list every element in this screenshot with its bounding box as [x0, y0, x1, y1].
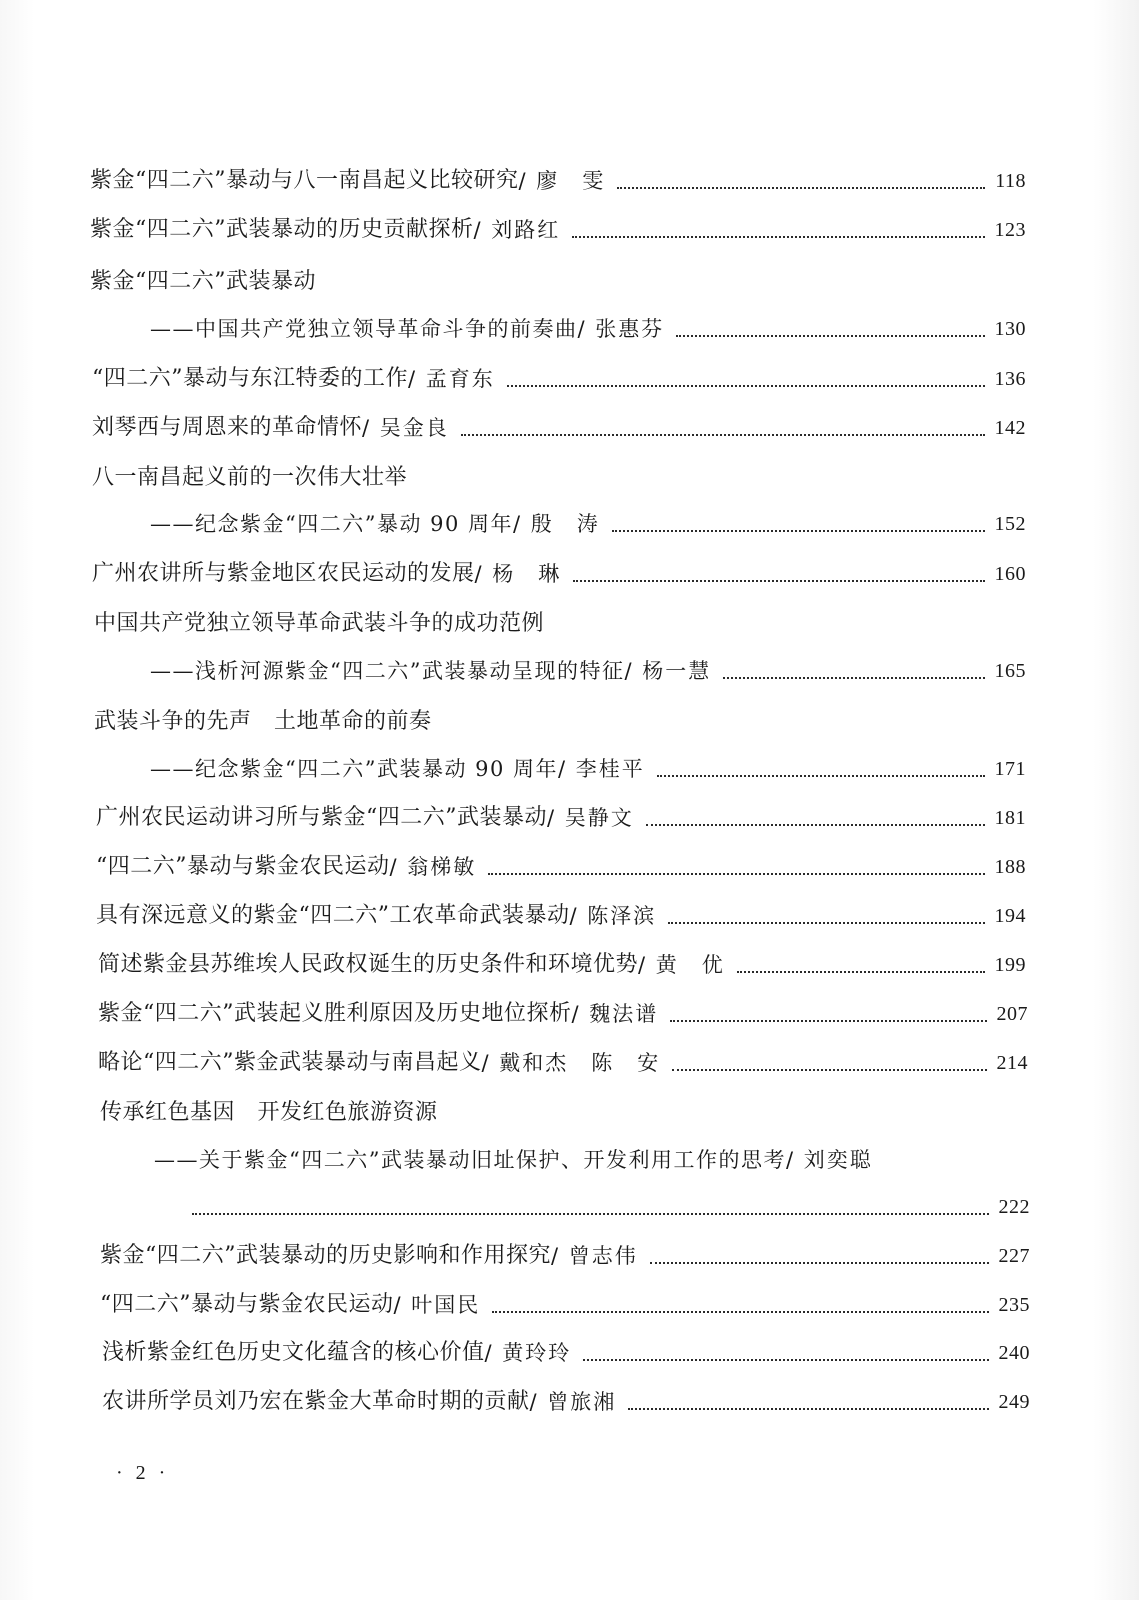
entry-title: 广州农民运动讲习所与紫金“四二六”武装暴动 [96, 805, 547, 830]
entry-page: 222 [998, 1196, 1030, 1218]
dot-leader [583, 1359, 988, 1361]
entry-author: / 叶国民 [393, 1293, 481, 1317]
toc-entry[interactable] [96, 900, 1026, 932]
entry-page: 136 [994, 368, 1026, 390]
toc-entry[interactable] [102, 1386, 1030, 1418]
dot-leader [650, 1262, 989, 1264]
toc-entry[interactable] [94, 706, 1026, 738]
toc-entry[interactable] [90, 165, 1026, 197]
toc-entry[interactable] [92, 558, 1026, 590]
dot-leader [617, 187, 985, 189]
entry-title: 略论“四二六”紫金武装暴动与南昌起义 [98, 1050, 482, 1075]
toc-subentry[interactable] [154, 1144, 1028, 1176]
toc-entry[interactable] [92, 363, 1026, 395]
entry-author: / 孟育东 [408, 367, 495, 391]
entry-author: / 刘路红 [473, 218, 561, 242]
entry-page: 249 [998, 1391, 1030, 1413]
dot-leader [492, 1311, 988, 1313]
entry-page: 160 [994, 563, 1026, 585]
entry-author: / 张惠芬 [577, 317, 665, 341]
toc-entry[interactable] [90, 266, 1026, 298]
entry-page: 181 [994, 807, 1026, 829]
entry-page: 142 [994, 417, 1026, 439]
entry-subtitle: ——浅析河源紫金“四二六”武装暴动呈现的特征 [150, 659, 625, 683]
dot-leader [737, 971, 985, 973]
entry-page: 214 [996, 1052, 1028, 1074]
toc-entry[interactable] [96, 851, 1026, 883]
dot-leader [612, 530, 985, 532]
dot-leader [628, 1408, 988, 1410]
entry-title: 紫金“四二六”武装暴动 [90, 269, 316, 294]
toc-entry[interactable] [98, 1047, 1028, 1079]
entry-page: 123 [994, 219, 1026, 241]
dot-leader [668, 922, 984, 924]
toc-entry[interactable] [92, 462, 1026, 494]
entry-author: / 殷 涛 [513, 512, 600, 536]
toc-entry[interactable] [90, 214, 1026, 246]
toc-entry[interactable] [94, 608, 1026, 640]
entry-author: / 廖 雯 [518, 169, 606, 193]
entry-page: 165 [994, 660, 1026, 682]
toc-continuation[interactable] [192, 1191, 1030, 1223]
entry-page: 171 [994, 758, 1026, 780]
toc-entry[interactable] [92, 412, 1026, 444]
dot-leader [676, 335, 984, 337]
entry-title: 浅析紫金红色历史文化蕴含的核心价值 [102, 1340, 485, 1365]
entry-title: 紫金“四二六”武装暴动的历史贡献探析 [90, 217, 474, 242]
dot-leader [646, 824, 985, 826]
entry-title: 传承红色基因 开发红色旅游资源 [100, 1100, 438, 1125]
entry-title: 具有深远意义的紫金“四二六”工农革命武装暴动 [96, 903, 570, 928]
entry-page: 194 [994, 905, 1026, 927]
entry-author: / 戴和杰 陈 安 [481, 1051, 661, 1075]
toc-entry[interactable] [98, 998, 1028, 1030]
entry-author: / 曾旅湘 [529, 1390, 617, 1414]
dot-leader [672, 1069, 986, 1071]
entry-author: / 曾志伟 [551, 1244, 638, 1268]
entry-title: “四二六”暴动与紫金农民运动 [96, 854, 390, 879]
entry-subtitle: ——关于紫金“四二六”武装暴动旧址保护、开发利用工作的思考 [154, 1148, 786, 1172]
entry-page: 207 [996, 1003, 1028, 1025]
dot-leader [670, 1020, 986, 1022]
toc-entry[interactable] [96, 802, 1026, 834]
entry-subtitle: ——纪念紫金“四二六”暴动 90 周年 [150, 512, 514, 536]
entry-title: “四二六”暴动与紫金农民运动 [100, 1292, 394, 1317]
toc-subentry[interactable] [150, 313, 1026, 345]
entry-title: 简述紫金县苏维埃人民政权诞生的历史条件和环境优势 [98, 952, 639, 977]
entry-page: 240 [998, 1342, 1030, 1364]
entry-author: / 翁梯敏 [389, 855, 477, 879]
toc-entry[interactable] [100, 1097, 1028, 1129]
dot-leader [488, 873, 984, 875]
entry-author: / 吴金良 [362, 416, 449, 440]
toc-subentry[interactable] [150, 508, 1026, 540]
dot-leader [507, 385, 985, 387]
toc-subentry[interactable] [150, 753, 1026, 785]
entry-title: 农讲所学员刘乃宏在紫金大革命时期的贡献 [102, 1389, 530, 1414]
dot-leader [572, 236, 984, 238]
toc-entry[interactable] [102, 1337, 1030, 1369]
entry-title: 刘琴西与周恩来的革命情怀 [92, 415, 363, 440]
entry-page: 130 [994, 318, 1026, 340]
entry-author: / 杨一慧 [624, 659, 712, 683]
page-number: · 2 · [116, 1462, 170, 1484]
entry-subtitle: ——中国共产党独立领导革命斗争的前奏曲 [150, 317, 578, 341]
entry-subtitle: ——纪念紫金“四二六”武装暴动 90 周年 [150, 757, 559, 781]
entry-author: / 刘奕聪 [785, 1148, 873, 1172]
entry-title: 武装斗争的先声 土地革命的前奏 [94, 709, 432, 734]
entry-page: 199 [994, 954, 1026, 976]
entry-author: / 魏法谱 [571, 1002, 659, 1026]
entry-page: 227 [998, 1245, 1030, 1267]
dot-leader [657, 775, 985, 777]
entry-title: 八一南昌起义前的一次伟大壮举 [92, 465, 408, 490]
toc-entry[interactable] [100, 1240, 1030, 1272]
toc-entry[interactable] [100, 1289, 1030, 1321]
toc-subentry[interactable] [150, 655, 1026, 687]
toc-entry[interactable] [98, 949, 1026, 981]
entry-author: / 杨 琳 [474, 562, 562, 586]
entry-author: / 吴静文 [547, 806, 634, 830]
entry-author: / 黄玲玲 [484, 1341, 572, 1365]
entry-title: 紫金“四二六”武装暴动的历史影响和作用探究 [100, 1243, 551, 1268]
dot-leader [461, 434, 985, 436]
entry-author: / 陈泽滨 [569, 904, 657, 928]
entry-title: 紫金“四二六”暴动与八一南昌起义比较研究 [90, 168, 519, 193]
entry-title: 中国共产党独立领导革命武装斗争的成功范例 [94, 611, 545, 636]
entry-page: 152 [994, 513, 1026, 535]
entry-title: 紫金“四二六”武装起义胜利原因及历史地位探析 [98, 1001, 572, 1026]
dot-leader [192, 1213, 989, 1215]
entry-page: 118 [995, 170, 1026, 192]
entry-author: / 李桂平 [558, 757, 645, 781]
entry-page: 188 [994, 856, 1026, 878]
entry-title: 广州农讲所与紫金地区农民运动的发展 [92, 561, 475, 586]
dot-leader [723, 677, 984, 679]
entry-title: “四二六”暴动与东江特委的工作 [92, 366, 408, 391]
dot-leader [573, 580, 984, 582]
entry-author: / 黄 优 [638, 953, 725, 977]
entry-page: 235 [998, 1294, 1030, 1316]
